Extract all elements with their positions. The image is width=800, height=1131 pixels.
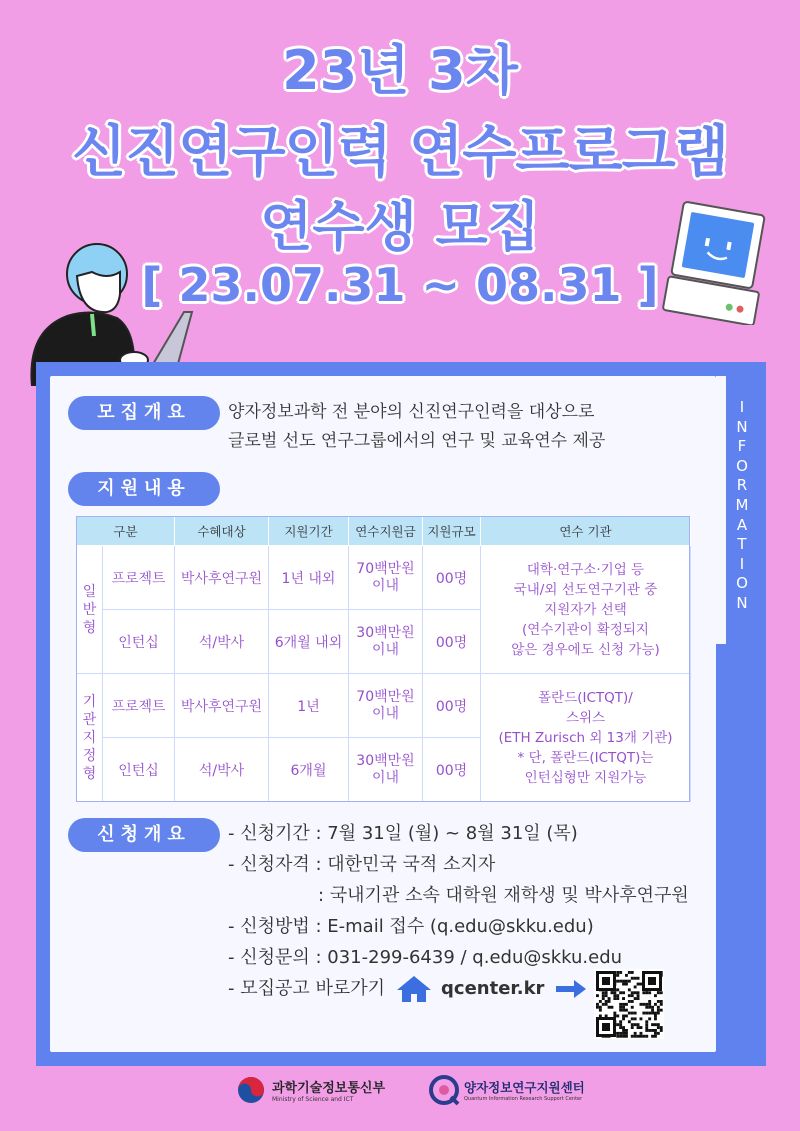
overview-title-pill: 모집개요	[68, 396, 220, 430]
institution-designated	[481, 674, 691, 802]
amount-suffix: 이내	[371, 769, 400, 786]
row-count: 00명	[423, 610, 481, 674]
title-line-1: 23년 3차	[282, 39, 518, 102]
table-row	[77, 674, 691, 738]
recruit-period: [ 23.07.31 ~ 08.31 ]	[141, 258, 659, 312]
apply-qualification-2: : 국내기관 소속 대학원 재학생 및 박사후연구원	[318, 885, 689, 906]
inst-line: 않은 경우에도 신청 가능)	[511, 641, 660, 658]
group-general	[77, 546, 103, 674]
row-type: 인턴십	[103, 738, 175, 802]
title-line-3: 연수생 모집	[260, 195, 540, 258]
home-icon	[395, 974, 433, 1004]
apply-method: - 신청방법 : E-mail 접수 (q.edu@skku.edu)	[228, 916, 594, 937]
qr-code[interactable]	[594, 969, 664, 1039]
header-period: 지원기간	[269, 517, 349, 546]
ministry-name: 과학기술정보통신부	[272, 1081, 386, 1096]
row-type: 프로젝트	[103, 546, 175, 610]
overview-text	[228, 398, 605, 456]
inst-line: (ETH Zurisch 외 13개 기관)	[498, 729, 673, 746]
apply-contact: - 신청문의 : 031-299-6439 / q.edu@skku.edu	[228, 947, 623, 968]
center-name-en: Quantum Information Research Support Center	[464, 1096, 583, 1102]
institution-general	[481, 546, 691, 674]
row-amount	[349, 738, 423, 802]
inst-line: 대학·연구소·기업 등	[526, 561, 645, 578]
support-table	[76, 516, 691, 802]
amount-value: 70백만원	[356, 688, 415, 705]
row-target: 석/박사	[175, 610, 269, 674]
row-type: 프로젝트	[103, 674, 175, 738]
apply-period: - 신청기간 : 7월 31일 (월) ~ 8월 31일 (목)	[228, 823, 578, 844]
table-row	[77, 546, 691, 610]
amount-suffix: 이내	[371, 705, 400, 722]
amount-value: 70백만원	[356, 560, 415, 577]
apply-link-label: - 모집공고 바로가기	[228, 978, 386, 999]
amount-suffix: 이내	[371, 641, 400, 658]
row-count: 00명	[423, 738, 481, 802]
taegeuk-logo-icon	[236, 1075, 266, 1105]
header-category: 구분	[77, 517, 175, 546]
amount-suffix: 이내	[371, 577, 400, 594]
amount-value: 30백만원	[356, 624, 415, 641]
inst-line: 지원자가 선택	[544, 601, 627, 618]
overview-line-2: 글로벌 선도 연구그룹에서의 연구 및 교육연수 제공	[228, 431, 606, 451]
row-amount	[349, 546, 423, 610]
row-count: 00명	[423, 674, 481, 738]
amount-value: 30백만원	[356, 752, 415, 769]
inst-line: (연수기관이 확정되지	[522, 621, 649, 638]
center-logo-icon	[428, 1074, 460, 1106]
row-target: 석/박사	[175, 738, 269, 802]
inst-line: 인턴십형만 지원가능	[524, 769, 647, 786]
row-period: 6개월	[269, 738, 349, 802]
inst-line: 국내/외 선도연구기관 중	[513, 581, 658, 598]
row-target: 박사후연구원	[175, 674, 269, 738]
group-designated-label: 기 관 지 정 형	[82, 693, 97, 782]
header-amount: 연수지원금	[349, 517, 423, 546]
group-designated	[77, 674, 103, 802]
row-period: 1년	[269, 674, 349, 738]
apply-title-pill: 신청개요	[68, 818, 220, 852]
inst-line: * 단, 폴란드(ICTQT)는	[517, 749, 654, 766]
inst-line: 스위스	[565, 709, 606, 726]
row-amount	[349, 610, 423, 674]
footer-ministry	[236, 1070, 385, 1110]
table-header-row	[77, 517, 691, 546]
information-label: I N F O R M A T I O N	[735, 398, 749, 612]
qcenter-link[interactable]: qcenter.kr	[441, 978, 545, 999]
footer-center	[428, 1070, 585, 1110]
support-title-pill: 지원내용	[68, 472, 220, 506]
title-line-2: 신진연구인력 연수프로그램	[72, 120, 728, 185]
row-amount	[349, 674, 423, 738]
header-institution: 연수 기관	[481, 517, 691, 546]
row-type: 인턴십	[103, 610, 175, 674]
row-count: 00명	[423, 546, 481, 610]
group-general-label: 일 반 형	[82, 583, 97, 636]
header-count: 지원규모	[423, 517, 481, 546]
apply-qualification: - 신청자격 : 대한민국 국적 소지자	[228, 854, 496, 875]
header-target: 수혜대상	[175, 517, 269, 546]
row-period: 1년 내외	[269, 546, 349, 610]
ministry-name-en: Ministry of Science and ICT	[272, 1096, 354, 1103]
row-target: 박사후연구원	[175, 546, 269, 610]
row-period: 6개월 내외	[269, 610, 349, 674]
inst-line: 폴란드(ICTQT)/	[538, 689, 633, 706]
center-name: 양자정보연구지원센터	[464, 1080, 585, 1095]
overview-line-1: 양자정보과학 전 분야의 신진연구인력을 대상으로	[228, 402, 595, 422]
arrow-right-icon	[554, 978, 588, 1000]
computer-illustration	[655, 200, 770, 325]
